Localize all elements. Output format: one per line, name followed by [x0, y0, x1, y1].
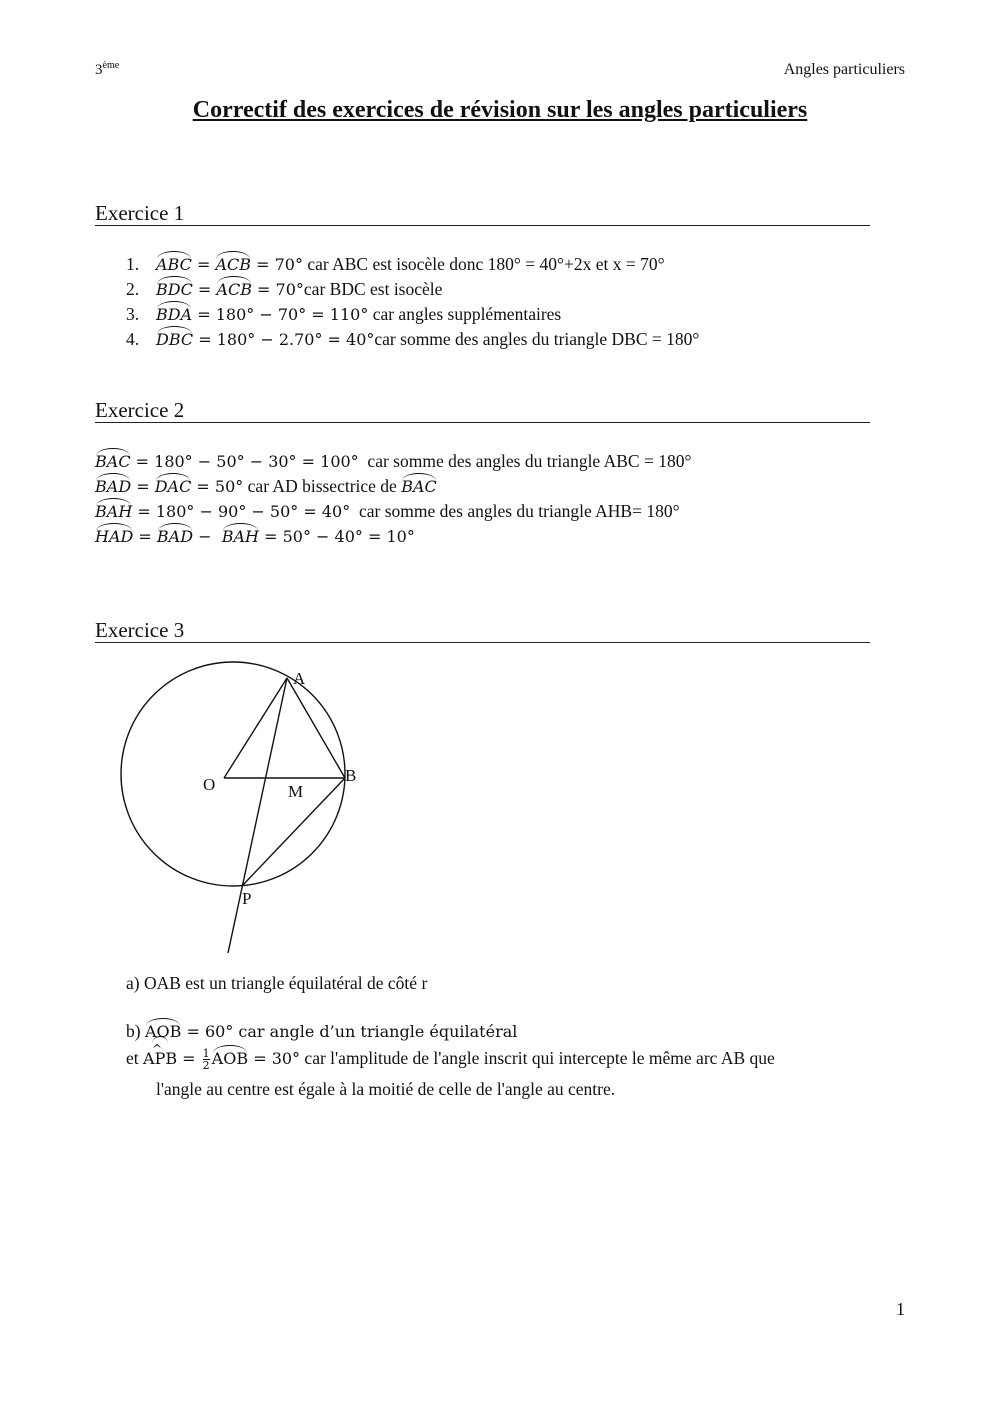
fraction-one-half: $\frac{1}{2}$: [202, 1047, 210, 1072]
line-AP: [228, 678, 287, 953]
equation-line: BAH = 180° − 90° − 50° = 40° car somme des angles du triangle AHB= 180°: [95, 499, 691, 524]
exercise-1-heading: Exercice 1: [95, 201, 870, 226]
list-item: 2. BDC = ACB = 70°car BDC est isocèle: [126, 277, 699, 302]
equation-line: BAC = 180° − 50° − 30° = 100° car somme des angles du triangle ABC = 180°: [95, 449, 691, 474]
label-B: B: [345, 766, 357, 785]
list-item: 4. DBC = 180° − 2.70° = 40°car somme des angles du triangle DBC = 180°: [126, 327, 699, 352]
list-item: 1. ABC = ACB = 70° car ABC est isocèle donc 180° = 40°+2x et x = 70°: [126, 252, 699, 277]
exercise-3-heading: Exercice 3: [95, 618, 870, 643]
answer-b-line2: et ^ APB = $\frac{1}{2}$ AOB = 30° car l'amplitude de l'angle inscrit qui intercepte le même arc AB que: [126, 1046, 775, 1071]
label-A: A: [293, 669, 306, 688]
page-number: 1: [896, 1299, 905, 1319]
class-level: 3ème: [95, 60, 120, 78]
label-M: M: [288, 782, 304, 801]
answer-b-line3: l'angle au centre est égale à la moitié de celle de l'angle au centre.: [156, 1079, 616, 1099]
page-title: Correctif des exercices de révision sur les angles particuliers: [192, 97, 808, 123]
segment-OA: [224, 678, 287, 778]
segment-AB: [287, 678, 345, 778]
subject-header: Angles particuliers: [783, 61, 905, 78]
equation-line: BAD = DAC = 50° car AD bissectrice de BAC: [95, 474, 691, 499]
label-O: O: [203, 775, 216, 794]
list-item: 3. BDA = 180° − 70° = 110° car angles supplémentaires: [126, 302, 699, 327]
answer-b-line1: b) AOB = 60° car angle d’un triangle équilatéral: [126, 1019, 517, 1044]
answer-a: a) OAB est un triangle équilatéral de côté r: [126, 973, 428, 993]
label-P: P: [242, 889, 252, 908]
exercise-2-heading: Exercice 2: [95, 398, 870, 423]
circle: [121, 662, 345, 886]
equation-line: HAD = BAD − BAH = 50° − 40° = 10°: [95, 524, 691, 549]
